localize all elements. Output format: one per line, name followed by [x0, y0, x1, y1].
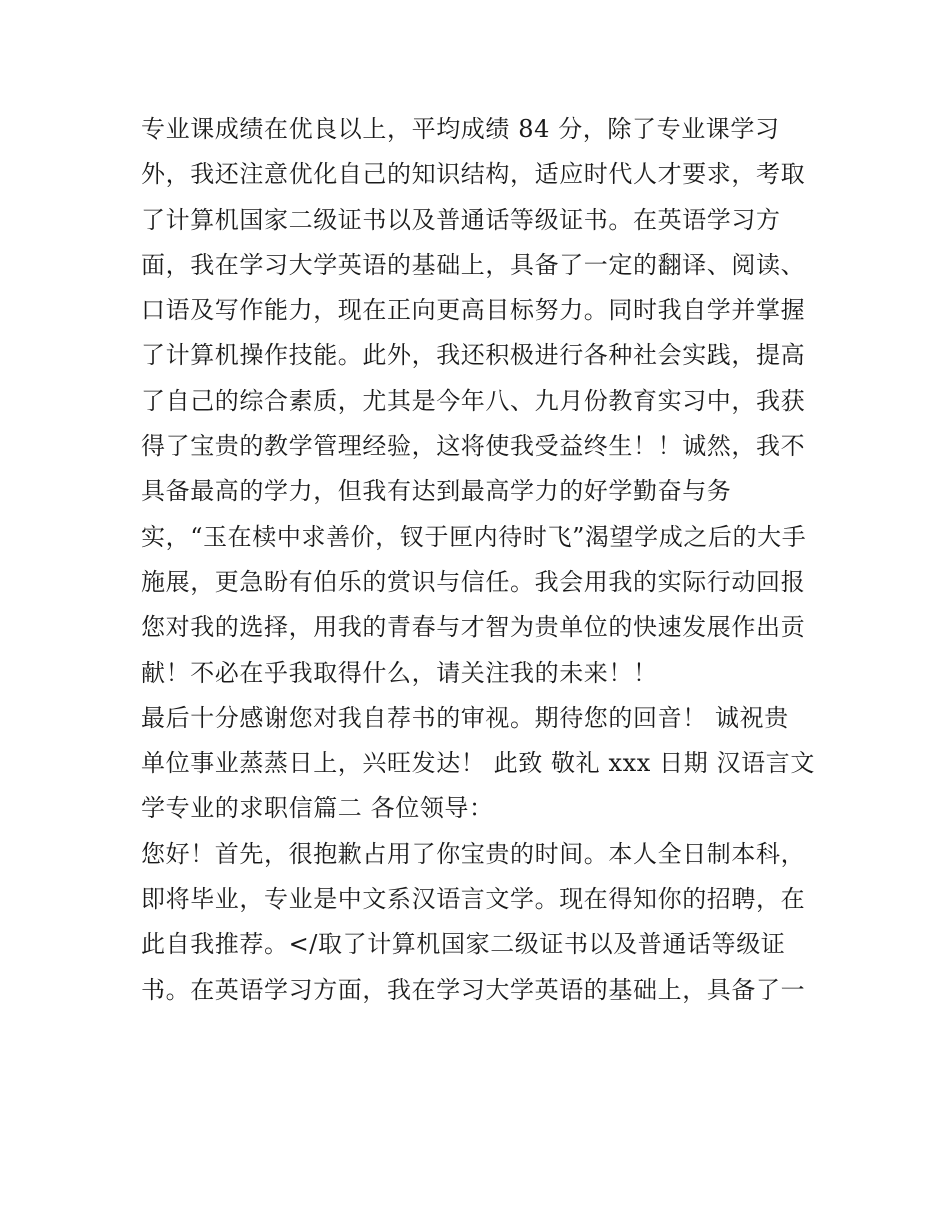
text-line: 专业课成绩在优良以上，平均成绩 84 分，除了专业课学习	[141, 115, 780, 143]
text-line: 单位事业蒸蒸日上，兴旺发达！ 此致 敬礼 xxx 日期 汉语言文	[141, 749, 815, 778]
text-line: 学专业的求职信篇二 各位领导：	[141, 794, 494, 823]
text-line: 了自己的综合素质，尤其是今年八、九月份教育实习中，我获	[141, 386, 806, 415]
text-line: 具备最高的学力，但我有达到最高学力的好学勤奋与务	[141, 477, 732, 506]
text-line: 实，“玉在椟中求善价，钗于匣内待时飞”渴望学成之后的大手	[141, 522, 807, 551]
text-line: 您好！首先，很抱歉占用了你宝贵的时间。本人全日制本科，	[141, 839, 806, 868]
text-line: 了计算机国家二级证书以及普通话等级证书。在英语学习方	[141, 205, 781, 234]
text-line: 得了宝贵的教学管理经验，这将使我受益终生！！诚然，我不	[141, 432, 806, 461]
text-line: 您对我的选择，用我的青春与才智为贵单位的快速发展作出贡	[141, 613, 806, 642]
text-line: 口语及写作能力，现在正向更高目标努力。同时我自学并掌握	[141, 296, 806, 325]
text-line: 书。在英语学习方面，我在学习大学英语的基础上，具备了一	[141, 975, 806, 1004]
text-line: 即将毕业，专业是中文系汉语言文学。现在得知你的招聘，在	[141, 885, 806, 914]
text-line: 施展，更急盼有伯乐的赏识与信任。我会用我的实际行动回报	[141, 567, 806, 596]
text-line: 了计算机操作技能。此外，我还积极进行各种社会实践，提高	[141, 341, 806, 370]
text-line: 面，我在学习大学英语的基础上，具备了一定的翻译、阅读、	[141, 250, 806, 279]
document-body	[141, 107, 821, 1013]
text-line: 献！不必在乎我取得什么，请关注我的未来！！	[141, 658, 658, 687]
text-line: 最后十分感谢您对我自荐书的审视。期待您的回音！ 诚祝贵	[141, 703, 789, 732]
text-line: 外，我还注意优化自己的知识结构，适应时代人才要求，考取	[141, 160, 806, 189]
text-line: 此自我推荐。</取了计算机国家二级证书以及普通话等级证	[141, 930, 786, 959]
